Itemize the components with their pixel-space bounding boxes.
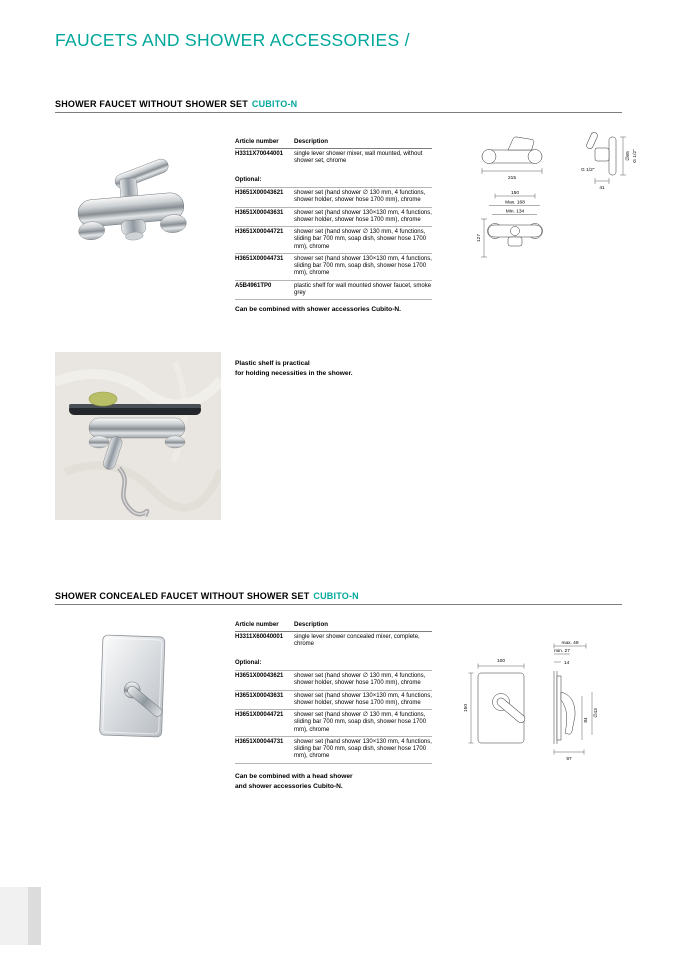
photo-caption-line1: Plastic shelf is practical [235,360,310,367]
description: plastic shelf for wall mounted shower faucet, smoke grey [294,282,432,296]
dim-label-14: 14 [564,661,570,666]
dim-label-150: 150 [464,703,469,713]
section1-divider [55,112,622,113]
description: shower set (hand shower ∅ 130 mm, 4 functions, shower holder, shower hose 1700 mm), chrome [294,190,426,204]
description: shower set (hand shower 130×130 mm, 4 functions, sliding bar 700 mm, soap dish, shower hose 1700 mm), chrome [294,256,432,277]
article-table-concealed-faucet [235,619,432,764]
section2-heading-brand: CUBITO-N [313,591,359,601]
article-number: H3651X00043621 [235,190,284,197]
plastic-shelf [69,404,201,415]
combination-note-2-line1: Can be combined with a head shower [235,773,353,780]
page-corner-mark-light [0,887,28,945]
dim-label-97: 97 [566,757,572,762]
description: single lever shower concealed mixer, complete, chrome [294,633,420,647]
dim-label-41: 41 [599,186,605,191]
table-row [235,208,432,228]
table-header-row [235,136,432,149]
faucet-connections-view [477,190,543,257]
concealed-faucet-product-image [82,628,182,764]
dim-label-max-168: Max. 168 [505,200,525,206]
article-number: H3651X00044731 [235,256,284,263]
table-row [235,737,432,764]
article-number: H3311X60040001 [235,633,284,640]
combination-note-2-line2: and shower accessories Cubito-N. [235,782,343,790]
article-number: H3311X70044001 [235,150,284,157]
table-row [235,254,432,281]
faucet-front-view [482,137,542,181]
shelf-photo [55,352,221,520]
combination-note-2 [235,772,353,791]
shower-faucet-illustration [73,156,188,245]
article-number: H3651X00043631 [235,692,284,699]
plate-side-view [554,640,599,762]
article-number: H3651X00043631 [235,209,284,216]
table-row [235,188,432,208]
dim-label-min-27: min. 27 [554,649,570,654]
description: shower set (hand shower 130×130 mm, 4 functions, shower holder, shower hose 1700 mm), chrome [294,209,432,223]
description: shower set (hand shower 130×130 mm, 4 functions, shower holder, shower hose 1700 mm), chrome [294,692,432,706]
optional-label: Optional: [235,177,262,184]
table-row [235,149,432,168]
description: shower set (hand shower ∅ 130 mm, 4 functions, shower holder, shower hose 1700 mm), chrome [294,673,426,687]
description: shower set (hand shower ∅ 130 mm, 4 functions, sliding bar 700 mm, soap dish, shower hose 1700 mm), chrome [294,229,427,250]
shower-faucet-product-image [60,130,208,282]
dim-label-min-134: Min. 134 [505,209,525,215]
dim-label-100: 100 [496,659,506,664]
optional-label: Optional: [235,660,262,667]
dim-label-diameter-65: ∅65 [626,151,631,161]
table-header-row [235,619,432,632]
section1-heading [55,99,297,109]
article-number-header: Article number [235,138,279,145]
spacer-cell [294,177,432,184]
technical-drawing-concealed-faucet [458,636,643,766]
description: single lever shower mixer, wall mounted, without shower set, chrome [294,150,423,164]
combination-note-1: Can be combined with shower accessories Cubito-N. [235,306,401,313]
optional-label-row [235,658,432,671]
faucet-side-view [581,131,638,191]
dim-label-max-49: max. 49 [561,641,579,646]
photo-caption [235,359,353,378]
dim-label-215: 215 [507,176,517,181]
article-table-shower-faucet [235,136,432,300]
spacer-cell [294,660,432,667]
section2-heading-text: SHOWER CONCEALED FAUCET WITHOUT SHOWER SET [55,591,310,601]
description: shower set (hand shower ∅ 130 mm, 4 functions, sliding bar 700 mm, soap dish, shower hose 1700 mm), chrome [294,712,427,733]
page-corner-mark [28,887,41,945]
article-number: H3651X00044721 [235,229,284,236]
photo-caption-line2: for holding necessities in the shower. [235,369,353,377]
plate-front-view [463,658,527,743]
description-header: Description [294,621,329,628]
optional-label-row [235,175,432,188]
section2-divider [55,604,622,605]
technical-drawing-shower-faucet [477,131,641,281]
page-title: FAUCETS AND SHOWER ACCESSORIES / [55,30,410,50]
dim-label-g-half-top: G 1/2" [633,149,638,163]
table-row [235,227,432,254]
dim-label-127: 127 [477,233,482,243]
article-number: A5B4961TP0 [235,282,272,289]
article-number-header: Article number [235,621,279,628]
description: shower set (hand shower 130×130 mm, 4 functions, sliding bar 700 mm, soap dish, shower hose 1700 mm), chrome [294,739,432,760]
soap [89,392,117,406]
dim-label-150: 150 [510,191,520,196]
article-number: H3651X00044721 [235,712,284,719]
section1-heading-brand: CUBITO-N [251,99,298,109]
dim-label-84: 84 [584,717,589,723]
table-row [235,671,432,691]
dim-label-diameter-43: ∅43 [594,708,599,718]
dim-label-g-half-side: G 1/2" [581,168,595,173]
section1-heading-text: SHOWER FAUCET WITHOUT SHOWER SET [55,99,248,109]
section2-heading [55,591,359,601]
article-number: H3651X00044731 [235,739,284,746]
concealed-faucet-illustration [100,635,167,737]
table-row [235,710,432,737]
table-row [235,281,432,301]
table-row [235,632,432,651]
description-header: Description [294,138,329,145]
table-row [235,691,432,711]
article-number: H3651X00043621 [235,673,284,680]
